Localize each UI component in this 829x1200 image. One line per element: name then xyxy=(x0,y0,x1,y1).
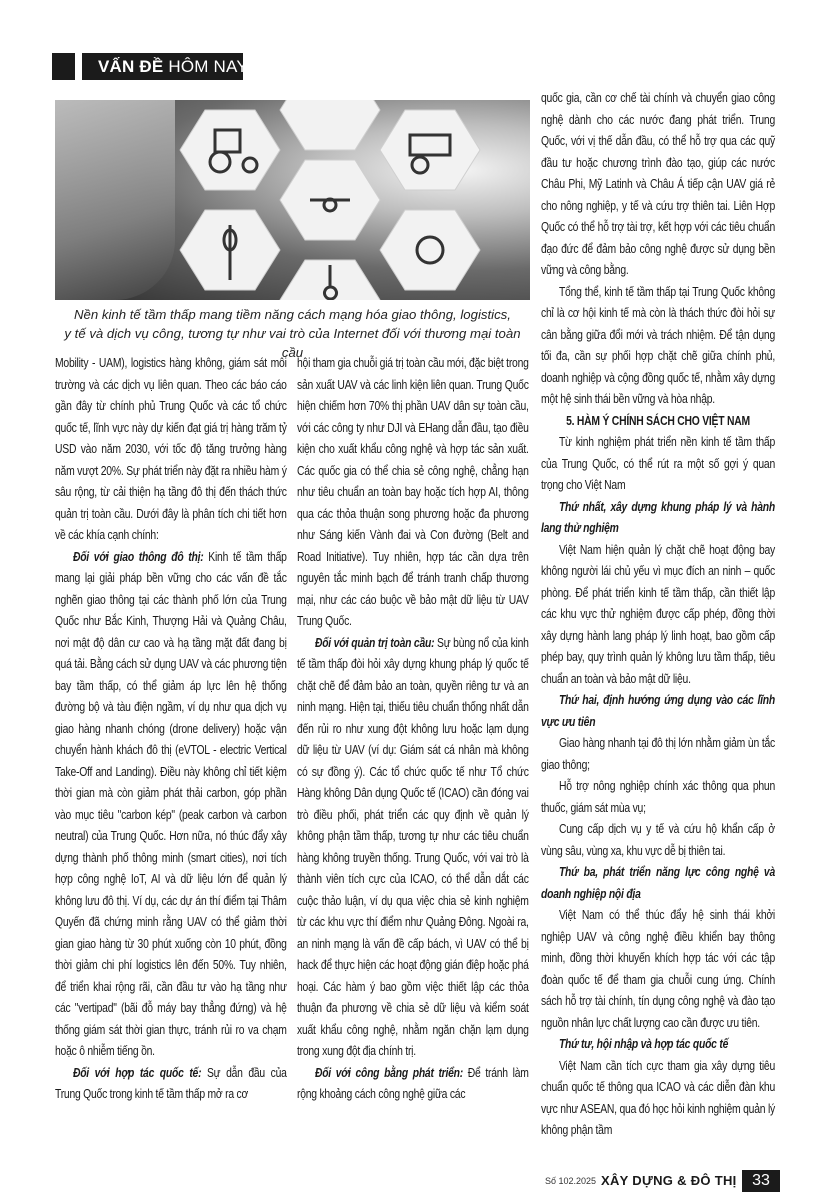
moon-icon xyxy=(280,100,380,150)
paragraph xyxy=(55,546,287,1062)
paragraph: hội tham gia chuỗi giá trị toàn cầu mới, đặc biệt trong sản xuất UAV và các linh kiện liên quan. Trung Quốc hiện chiếm hơn 70% thị phần UAV dân sự toàn cầu, với các công ty như DJI và EHang dẫn đầu, tạo điều kiện cho xuất khẩu công nghệ và hợp tác sản xuất. Các quốc gia có thể chia sẻ công nghệ, chẳng hạn như tiêu chuẩn an toàn bay hoặc tích hợp AI, thông qua các thỏa thuận song phương hoặc đa phương như Sáng kiến Vành đai và Con đường (Belt and Road Initiative). Tuy nhiên, hợp tác cần dựa trên nguyên tắc minh bạch để tránh tranh chấp thương mại, như các cáo buộc về bảo mật dữ liệu từ UAV Trung Quốc. xyxy=(297,355,529,628)
subheading: Thứ nhất, xây dựng khung pháp lý và hành lang thử nghiệm xyxy=(541,498,775,535)
issue-number: Số 102.2025 xyxy=(545,1176,597,1186)
sun-icon xyxy=(380,210,480,290)
caption-line-1: Nền kinh tế tầm thấp mang tiềm năng cách mạng hóa giao thông, logistics, xyxy=(74,307,511,322)
harvester-icon xyxy=(380,110,480,190)
paragraph: quốc gia, cần cơ chế tài chính và chuyển giao công nghệ dành cho các nước đang phát triển. Trung Quốc, với vị thế dẫn đầu, có thể hỗ trợ qua các quỹ đầu tư hoặc chương trình đào tạo, giúp các nước Châu Phi, Mỹ Latinh và Châu Á tiếp cận UAV giá rẻ cho nông nghiệp, y tế và cứu trợ thiên tai. Liên Hợp Quốc có thể hỗ trợ tài trợ, kết hợp với các tiêu chuẩn đạo đức để đảm bảo công nghệ được sử dụng bền vững và công bằng. xyxy=(541,90,775,277)
section-header xyxy=(82,53,248,80)
list-item: Hỗ trợ nông nghiệp chính xác thông qua phun thuốc, giám sát mùa vụ; xyxy=(541,778,775,815)
paragraph-text: Để tránh làm rộng khoảng cách công nghệ giữa các xyxy=(297,1064,529,1101)
tractor-icon xyxy=(180,110,280,190)
paragraph xyxy=(297,1062,529,1105)
article-column-3 xyxy=(541,87,775,1141)
subheading: Thứ tư, hội nhập và hợp tác quốc tế xyxy=(558,1036,729,1051)
paragraph: Mobility - UAM), logistics hàng không, giám sát môi trường và các dịch vụ liên quan. Theo các báo cáo gần đây từ chính phủ Trung Quốc và các tổ chức quốc tế, lĩnh vực này dự kiến đạt giá trị hàng trăm tỷ USD vào năm 2030, với tốc độ tăng trưởng hàng năm vượt 20%. Sự phát triển này đặt ra nhiều hàm ý sâu rộng, từ cải thiện hạ tầng đô thị đến thách thức quản trị toàn cầu. Dưới đây là phân tích chi tiết hơn về các khía cạnh chính: xyxy=(55,355,287,542)
section-title-bold: VẤN ĐỀ xyxy=(98,57,164,76)
paragraph: Việt Nam cần tích cực tham gia xây dựng tiêu chuẩn quốc tế thông qua ICAO và các diễn đàn khu vực như ASEAN, qua đó học hỏi kinh nghiệm quản lý không phận tầm xyxy=(541,1057,775,1137)
paragraph xyxy=(297,632,529,1062)
caption-line-2: y tế và dịch vụ công, tương tự như vai trò của Internet đối với thương mại toàn cầu xyxy=(64,326,521,360)
paragraph-lead: Đối với công bằng phát triển: xyxy=(314,1064,463,1080)
magazine-name: XÂY DỰNG & ĐÔ THỊ xyxy=(601,1173,737,1188)
subheading: Thứ ba, phát triển năng lực công nghệ và doanh nghiệp nội địa xyxy=(541,864,775,901)
page-footer xyxy=(545,1170,780,1194)
paragraph-lead: Đối với giao thông đô thị: xyxy=(72,548,204,564)
paragraph-text: Kinh tế tầm thấp mang lại giải pháp bền vững cho các vấn đề tắc nghẽn giao thông tại các thành phố lớn của Trung Quốc như Bắc Kinh, Thượng Hải và Quảng Châu, nơi mật độ dân cư cao và hạ tầng mặt đất đang bị quá tải. Bằng cách sử dụng UAV và các phương tiện bay tầm thấp, có thể giảm áp lực lên hệ thống đường bộ và tàu điện ngầm, ví dụ như qua dịch vụ giao hàng nhanh chóng (drone delivery) hoặc vận chuyển hành khách đô thị (eVTOL - electric Vertical Take-Off and Landing). Điều này không chỉ tiết kiệm thời gian mà còn giảm phát thải carbon, góp phần vào mục tiêu "carbon kép" (peak carbon và carbon neutral) của Trung Quốc. Hơn nữa, nó thúc đẩy xây dựng thành phố thông minh (smart cities), nơi tích hợp công nghệ IoT, AI và dữ liệu lớn để quản lý không lưu đô thị. Ví dụ, các dự án thí điểm tại Thâm Quyến đã chứng minh rằng UAV có thể giảm thời gian giao hàng từ 30 phút xuống còn 10 phút, đồng thời giảm chi phí logistics lên đến 50%. Tuy nhiên, để triển khai rộng rãi, cần đầu tư vào hạ tầng như các "vertipad" (bãi đỗ máy bay thẳng đứng) và hệ thống giám sát thời gian thực, tránh rủi ro va chạm hoặc ô nhiễm tiếng ồn. xyxy=(55,548,287,1058)
list-item: Cung cấp dịch vụ y tế và cứu hộ khẩn cấp ở vùng sâu, vùng xa, khu vực dễ bị thiên tai. xyxy=(541,821,775,858)
paragraph-lead: Đối với quản trị toàn cầu: xyxy=(314,634,435,650)
subheading: Thứ hai, định hướng ứng dụng vào các lĩnh vực ưu tiên xyxy=(541,692,775,729)
article-column-2 xyxy=(297,352,529,1105)
header-block xyxy=(52,53,75,80)
paragraph: Từ kinh nghiệm phát triển nền kinh tế tầm thấp của Trung Quốc, có thể rút ra một số gợi ý quan trọng cho Việt Nam xyxy=(541,434,775,492)
paragraph: Việt Nam có thể thúc đẩy hệ sinh thái khởi nghiệp UAV và công nghệ điều khiển bay thông minh, đồng thời khuyến khích hợp tác với các tập đoàn quốc tế để tham gia chuỗi cung ứng. Chính sách hỗ trợ tài chính, tín dụng công nghệ và đào tạo nguồn nhân lực chất lượng cao cần được ưu tiên. xyxy=(541,907,775,1030)
list-item: Giao hàng nhanh tại đô thị lớn nhằm giảm ùn tắc giao thông; xyxy=(541,735,775,772)
article-column-1 xyxy=(55,352,287,1105)
paragraph-lead: Đối với hợp tác quốc tế: xyxy=(72,1064,202,1080)
section-heading: 5. HÀM Ý CHÍNH SÁCH CHO VIỆT NAM xyxy=(566,412,750,428)
paragraph xyxy=(55,1062,287,1105)
icon-hexagons xyxy=(55,100,530,300)
section-title-light: HÔM NAY xyxy=(168,57,248,76)
paragraph-text: Sự dẫn đầu của Trung Quốc trong kinh tế tầm thấp mở ra cơ xyxy=(55,1064,287,1101)
paragraph: Tổng thể, kinh tế tầm thấp tại Trung Quốc không chỉ là cơ hội kinh tế mà còn là thách thức đòi hỏi sự cân bằng giữa đổi mới và trách nhiệm. Để tận dụng tối đa, cần sự phối hợp chặt chẽ giữa chính phủ, doanh nghiệp và cộng đồng quốc tế, nhằm xây dựng một hệ sinh thái bền vững và hòa nhập. xyxy=(541,283,775,406)
paragraph-text: Sự bùng nổ của kinh tế tầm thấp đòi hỏi xây dựng khung pháp lý quốc tế chặt chẽ để đảm bảo an toàn, quyền riêng tư và an ninh mạng. Hiện tại, thiếu tiêu chuẩn thống nhất dẫn đến rủi ro như xung đột không lưu hoặc lạm dụng dữ liệu từ UAV (ví dụ: Giám sát cá nhân mà không có sự đồng ý). Các tổ chức quốc tế như Tổ chức Hàng không Dân dụng Quốc tế (ICAO) cần đóng vai trò điều phối, phát triển các quy định về quản lý không phận tầm thấp, tương tự như các tiêu chuẩn hàng không truyền thống. Trung Quốc, với vai trò là thành viên tích cực của ICAO, có thể dẫn dắt các cuộc thảo luận, ví dụ qua việc chia sẻ kinh nghiệm từ các khu vực thí điểm như Quảng Đông. Ngoài ra, an ninh mạng là vấn đề cấp bách, vì UAV có thể bị hack để thực hiện các hoạt động gián điệp hoặc phá hoại. Các hàm ý bao gồm việc thiết lập các thỏa thuận đa phương về chia sẻ dữ liệu và kiểm soát xuất khẩu công nghệ, nhằm ngăn chặn lạm dụng trong xung đột địa chính trị. xyxy=(297,634,529,1058)
paragraph: Việt Nam hiện quản lý chặt chẽ hoạt động bay không người lái chủ yếu vì mục đích an ninh – quốc phòng. Để phát triển kinh tế tầm thấp, cần thiết lập các khu vực thử nghiệm được cấp phép, đồng thời xây dựng hành lang pháp lý linh hoạt, bao gồm cấp phép bay, quy trình quản lý không lưu tầm thấp, tiêu chuẩn an toàn và bảo mật dữ liệu. xyxy=(541,541,775,686)
article-photo xyxy=(55,100,530,300)
page-number: 33 xyxy=(742,1170,780,1192)
